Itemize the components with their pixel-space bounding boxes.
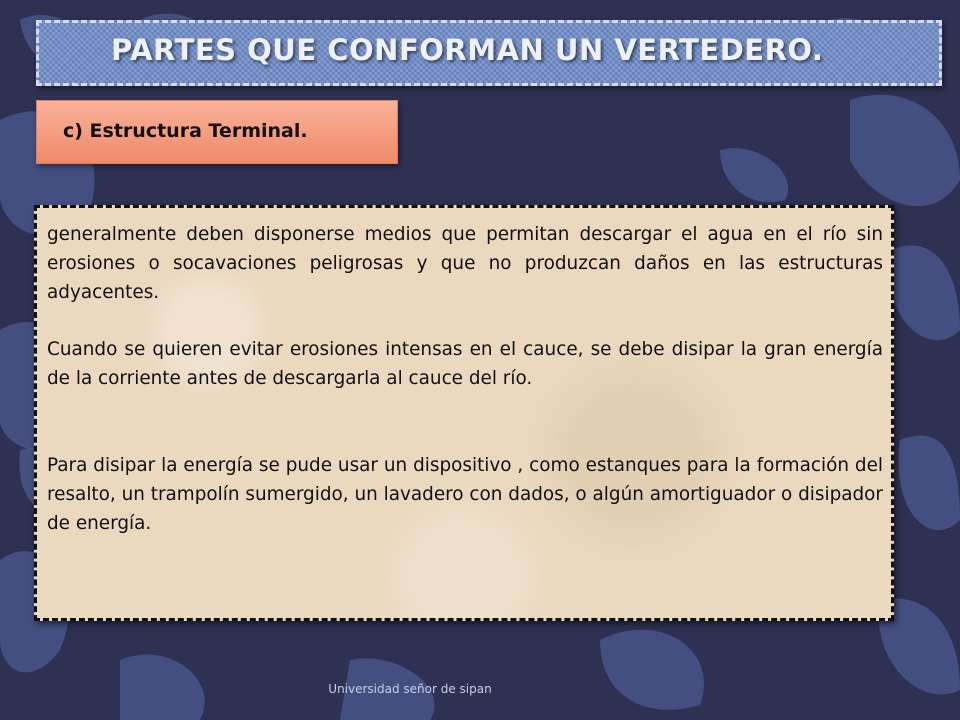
section-heading: c) Estructura Terminal.	[63, 120, 308, 142]
paragraph-3: Para disipar la energía se pude usar un dispositivo , como estanques para la formación del resalto, un trampolín sumergido, un lavadero con dados, o algún amortiguador o disipador de energía.	[47, 455, 883, 534]
footer-text: Universidad señor de sipan	[328, 682, 492, 696]
paragraph-1: generalmente deben disponerse medios que permitan descargar el agua en el río sin erosiones o socavaciones peligrosas y que no produzcan daños en las estructuras adyacentes.	[47, 224, 883, 303]
paragraph-2: Cuando se quieren evitar erosiones intensas en el cauce, se debe disipar la gran energía de la corriente antes de descargarla al cauce del río.	[47, 339, 883, 389]
page-title: PARTES QUE CONFORMAN UN VERTEDERO.	[111, 33, 824, 67]
title-banner	[36, 20, 942, 86]
section-heading-box	[36, 100, 398, 164]
content-panel	[34, 205, 894, 621]
